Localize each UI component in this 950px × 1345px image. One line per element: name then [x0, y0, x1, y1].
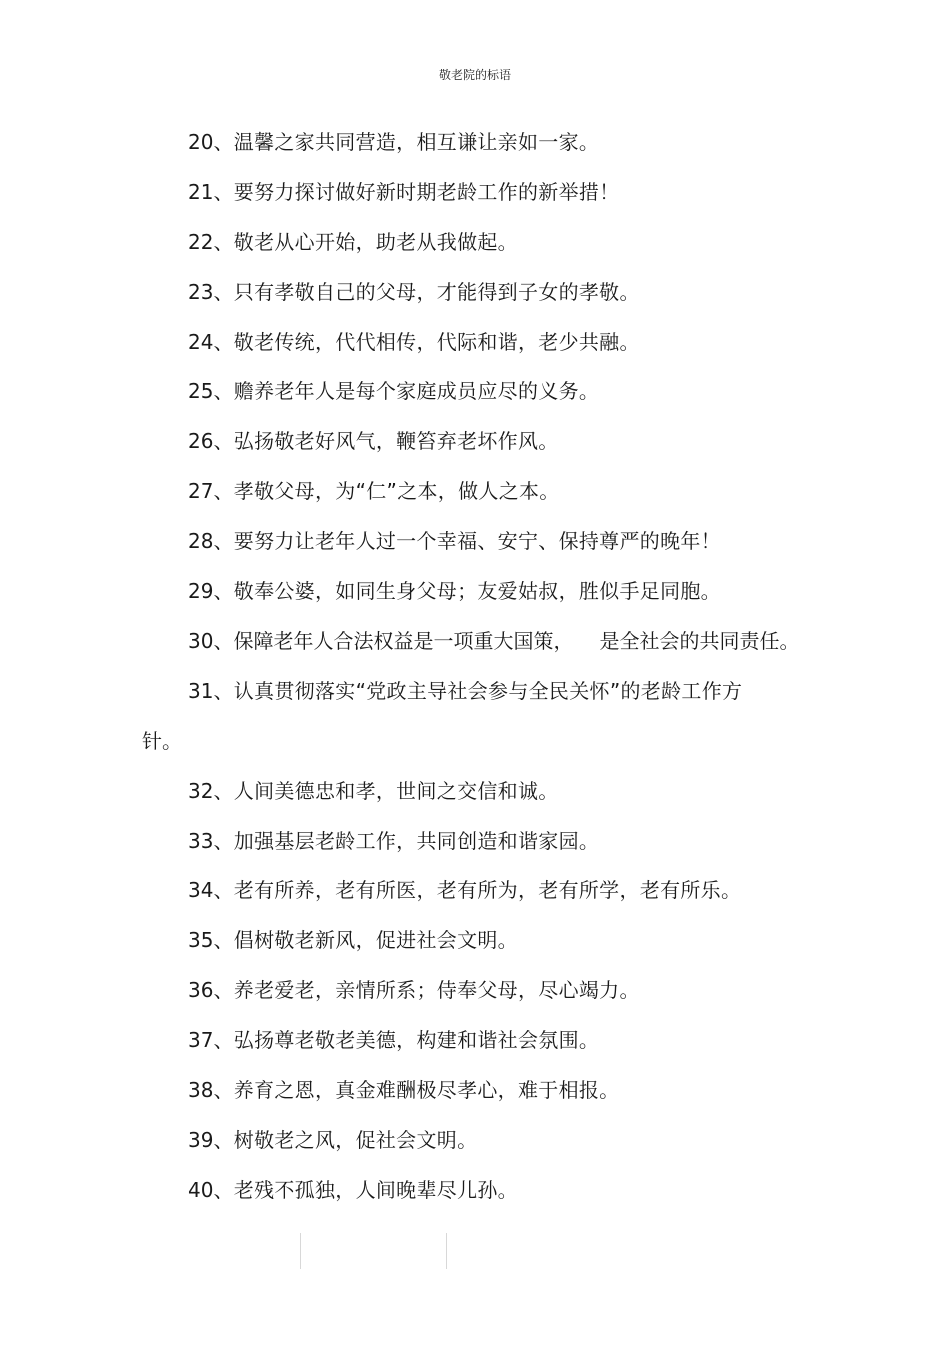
slogan-separator: 、	[213, 379, 234, 403]
slogan-text: 倡树敬老新风，促进社会文明。	[233, 928, 518, 952]
page-header-title: 敬老院的标语	[438, 68, 511, 82]
slogan-number: 20	[188, 130, 214, 154]
slogan-separator: 、	[213, 579, 234, 603]
slogan-number: 39	[188, 1128, 214, 1152]
slogan-separator: 、	[213, 878, 234, 902]
slogan-text: 敬奉公婆，如同生身父母；友爱姑叔，胜似手足同胞。	[233, 579, 721, 603]
footer-divider-right	[446, 1233, 447, 1269]
slogan-number: 24	[188, 330, 214, 354]
slogan-separator: 、	[213, 629, 234, 653]
slogan-separator: 、	[213, 230, 234, 254]
slogan-text-continued: 是全社会的共同责任。	[599, 629, 800, 653]
slogan-item	[188, 829, 599, 853]
slogan-item	[188, 878, 741, 902]
slogan-text: 弘扬尊老敬老美德，构建和谐社会氛围。	[233, 1028, 600, 1052]
slogan-separator: 、	[213, 1078, 234, 1102]
slogan-separator: 、	[213, 1128, 234, 1152]
slogan-number: 38	[188, 1078, 214, 1102]
slogan-number: 37	[188, 1028, 214, 1052]
slogan-item	[188, 529, 721, 553]
slogan-item	[188, 679, 742, 703]
slogan-number: 26	[188, 429, 214, 453]
slogan-separator: 、	[213, 1028, 234, 1052]
slogan-item	[188, 629, 799, 653]
slogan-text: 要努力让老年人过一个幸福、安宁、保持尊严的晚年！	[233, 529, 721, 553]
slogan-text: 敬老传统，代代相传，代际和谐，老少共融。	[233, 330, 640, 354]
slogan-number: 34	[188, 878, 214, 902]
slogan-item	[188, 978, 640, 1002]
slogan-item	[188, 1028, 599, 1052]
slogan-number: 33	[188, 829, 214, 853]
slogan-number: 22	[188, 230, 214, 254]
slogan-text: 保障老年人合法权益是一项重大国策，	[233, 629, 574, 653]
slogan-separator: 、	[213, 1178, 234, 1202]
slogan-item	[188, 1128, 477, 1152]
slogan-separator: 、	[213, 679, 234, 703]
slogan-item	[188, 479, 560, 503]
slogan-text: 敬老从心开始，助老从我做起。	[233, 230, 518, 254]
slogan-number: 28	[188, 529, 214, 553]
slogan-number: 31	[188, 679, 214, 703]
slogan-text: 加强基层老龄工作，共同创造和谐家园。	[233, 829, 600, 853]
slogan-text: 温馨之家共同营造，相互谦让亲如一家。	[233, 130, 600, 154]
slogan-text: 只有孝敬自己的父母，才能得到子女的孝敬。	[233, 280, 640, 304]
slogan-item	[188, 280, 640, 304]
slogan-wrap-line: 针。	[142, 729, 182, 753]
slogan-separator: 、	[213, 928, 234, 952]
slogan-number: 29	[188, 579, 214, 603]
slogan-text: 孝敬父母，为“仁”之本，做人之本。	[233, 479, 560, 503]
slogan-item	[188, 429, 559, 453]
slogan-item	[188, 130, 599, 154]
slogan-text: 树敬老之风，促社会文明。	[233, 1128, 478, 1152]
slogan-separator: 、	[213, 978, 234, 1002]
slogan-number: 35	[188, 928, 214, 952]
slogan-text: 弘扬敬老好风气，鞭笞弃老坏作风。	[233, 429, 559, 453]
slogan-separator: 、	[213, 330, 234, 354]
slogan-item	[188, 180, 619, 204]
slogan-separator: 、	[213, 429, 234, 453]
slogan-text: 人间美德忠和孝，世间之交信和诚。	[233, 779, 559, 803]
slogan-number: 25	[188, 379, 214, 403]
slogan-separator: 、	[213, 779, 234, 803]
slogan-item	[188, 779, 559, 803]
slogan-text: 要努力探讨做好新时期老龄工作的新举措！	[233, 180, 620, 204]
slogan-item	[188, 579, 721, 603]
slogan-number: 30	[188, 629, 214, 653]
slogan-item	[188, 1178, 518, 1202]
slogan-separator: 、	[213, 479, 234, 503]
slogan-number: 36	[188, 978, 214, 1002]
slogan-number: 40	[188, 1178, 214, 1202]
slogan-separator: 、	[213, 280, 234, 304]
slogan-separator: 、	[213, 180, 234, 204]
footer-divider-left	[300, 1233, 301, 1269]
slogan-separator: 、	[213, 529, 234, 553]
slogan-separator: 、	[213, 829, 234, 853]
slogan-number: 21	[188, 180, 214, 204]
slogan-item	[188, 330, 640, 354]
slogan-item	[188, 928, 518, 952]
slogan-text: 老残不孤独，人间晚辈尽儿孙。	[233, 1178, 518, 1202]
slogan-item	[188, 230, 518, 254]
slogan-text: 赡养老年人是每个家庭成员应尽的义务。	[233, 379, 600, 403]
slogan-number: 23	[188, 280, 214, 304]
slogan-item	[188, 1078, 619, 1102]
slogan-text: 认真贯彻落实“党政主导社会参与全民关怀”的老龄工作方	[233, 679, 743, 703]
slogan-separator: 、	[213, 130, 234, 154]
slogan-text: 养老爱老，亲情所系；侍奉父母，尽心竭力。	[233, 978, 640, 1002]
slogan-text: 养育之恩，真金难酬极尽孝心，难于相报。	[233, 1078, 620, 1102]
slogan-text: 老有所养，老有所医，老有所为，老有所学，老有所乐。	[233, 878, 742, 902]
slogan-number: 32	[188, 779, 214, 803]
slogan-item	[188, 379, 599, 403]
slogan-number: 27	[188, 479, 214, 503]
